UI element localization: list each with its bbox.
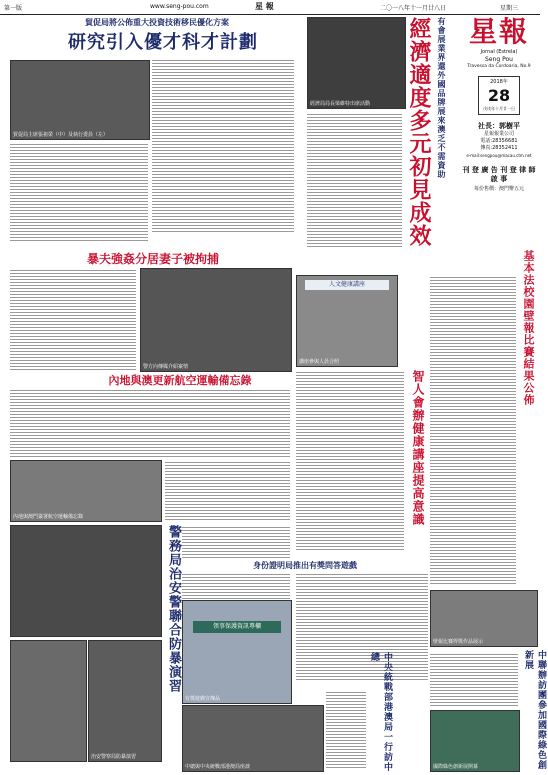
masthead — [460, 17, 538, 272]
masthead-day: 28 — [487, 86, 511, 105]
exhibition-photo — [307, 17, 406, 109]
aviation-body — [10, 388, 290, 458]
bookfair-photo-caption: 有獎遊戲宣傳品 — [185, 696, 221, 702]
masthead-ads: 刊 登 廣 告 刊 登 律 師 啟 事 — [462, 165, 536, 183]
exhibition-photo-caption: 經濟局局長梁維特出席活動 — [310, 101, 371, 107]
header-weekday: 星期三 — [500, 5, 519, 12]
husband-photo — [140, 268, 292, 372]
police-photo-caption: 治安警察局防暴演習 — [91, 754, 137, 760]
masthead-price: 每份售價：澳門幣五元 — [473, 186, 524, 192]
bookfair-body — [182, 572, 290, 600]
masthead-fax: 傳真:28352411 — [480, 145, 518, 151]
talent-headline: 研究引入優才科才計劃 — [68, 32, 258, 53]
page-label: 第一版 — [4, 5, 23, 12]
lecture-banner: 人文健康講座 — [305, 280, 389, 290]
masthead-phone: 電話:28356681 — [480, 138, 518, 144]
masthead-email[interactable]: e-mail:sengpou@macau.ctm.net — [466, 153, 532, 158]
law-headline: 基本法校園壁報比賽結果公佈 — [522, 250, 535, 406]
exhibition-headline: 經濟適度多元初見成效 — [406, 17, 432, 247]
lecture-headline: 智人會辦健康講座提高意識 — [411, 370, 425, 526]
bookfair-photo — [182, 600, 292, 704]
talent-photo-caption: 貿促局主席張祖榮（中）及執行委員（左） — [13, 132, 109, 138]
bookfair-banner: 領事保護資訊專欄 — [193, 621, 281, 633]
lecture-photo — [296, 275, 398, 367]
bookfair-kicker: 身份證明局推出有獎問答遊戲 — [253, 560, 357, 570]
masthead-year: 2018年 — [490, 79, 508, 85]
talent-body-left — [10, 142, 148, 242]
masthead-publisher: 社長：郭樹平 — [478, 121, 520, 130]
bookfair-body-2 — [296, 572, 428, 682]
lecture-photo-caption: 講座參與人員合照 — [299, 359, 340, 365]
law-photo-caption: 壁報比賽得獎作品展示 — [433, 639, 484, 645]
law-body — [430, 275, 516, 585]
aviation-photo — [10, 460, 162, 522]
mission-photo — [430, 710, 520, 772]
masthead-company: 星報報業公司 — [483, 131, 514, 137]
mission-headline: 中聯辦訪團參加國際綠色創新展 — [523, 650, 546, 770]
header-date: 二〇一八年十一月廿八日 — [380, 5, 447, 12]
masthead-address: Travessa da Cordoaria, No.9 — [467, 64, 531, 69]
lecture-body — [296, 370, 404, 550]
aviation-headline: 內地與澳更新航空運輸備忘錄 — [108, 374, 252, 387]
husband-photo-caption: 警方向傳媒介紹案情 — [143, 364, 189, 370]
exhibition-body — [307, 112, 402, 247]
aviation-photo-caption: 內地與澳門簽署航空運輸備忘錄 — [13, 514, 84, 520]
site-url[interactable]: www.seng-pou.com — [150, 3, 209, 10]
police-body — [182, 525, 290, 560]
bottom-body — [326, 690, 366, 770]
page-header — [0, 0, 540, 15]
police-photo-2 — [10, 640, 87, 762]
talent-body-right — [152, 58, 294, 233]
bottom-headline: 中央統戰部港澳局一行訪中總 — [369, 652, 392, 772]
masthead-title: 星報 — [468, 15, 529, 48]
police-photo-1 — [10, 525, 162, 637]
bottom-photo-caption: 中總與中央統戰部港澳局座談 — [185, 764, 251, 770]
aviation-body-2 — [165, 460, 290, 520]
masthead-lunar: 戊戌年十月廿一日 — [483, 106, 515, 111]
police-photo-3 — [88, 640, 162, 762]
date-box — [460, 76, 538, 115]
police-headline: 警務局治安警聯合防暴演習 — [166, 525, 181, 693]
law-photo — [430, 590, 538, 647]
talent-photo — [10, 60, 150, 140]
talent-kicker: 貿促局將公佈重大投資技術移民優化方案 — [85, 17, 229, 27]
exhibition-kicker: 有會展業界還外國品牌展來澳乏不需資助 — [437, 17, 447, 179]
mission-body — [430, 652, 518, 707]
masthead-english: Jornal (Estrela) — [480, 49, 518, 55]
mission-photo-caption: 國際綠色創新展開幕 — [433, 764, 479, 770]
bottom-photo — [182, 705, 324, 772]
husband-body — [10, 268, 136, 370]
masthead-english2: Seng Pou — [485, 56, 513, 63]
husband-headline: 暴夫強姦分居妻子被拘捕 — [86, 252, 219, 266]
masthead-small: 星 報 — [255, 2, 274, 11]
